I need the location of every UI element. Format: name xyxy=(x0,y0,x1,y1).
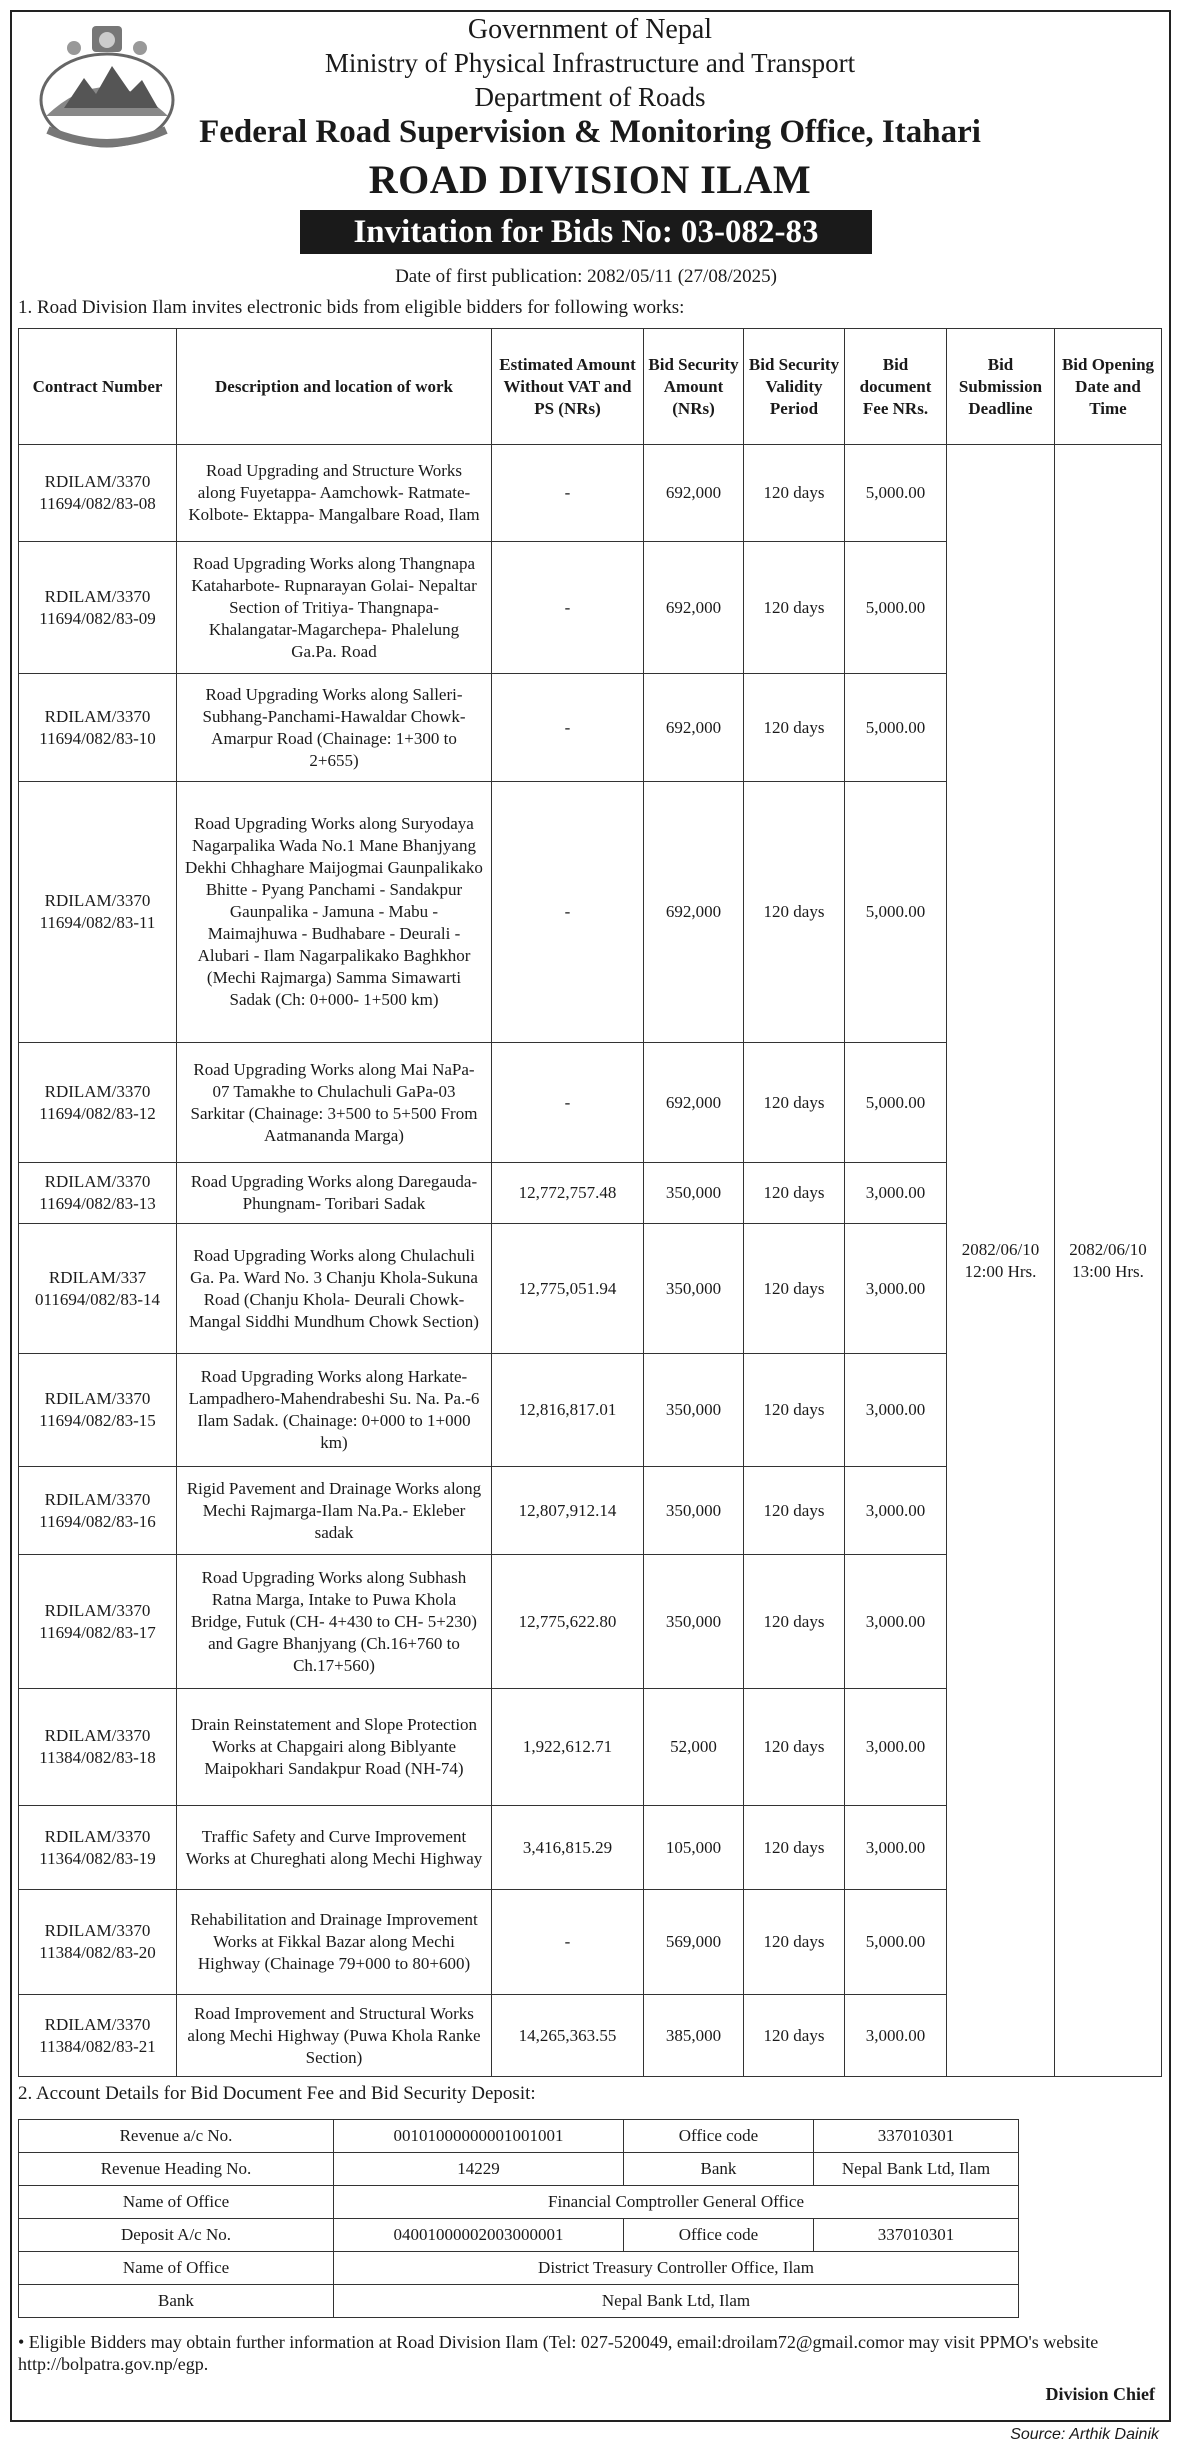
estimated-amount: 12,775,051.94 xyxy=(492,1224,644,1354)
account-row xyxy=(19,2285,1019,2318)
account-value: Nepal Bank Ltd, Ilam xyxy=(334,2285,1019,2318)
header-line1: Government of Nepal xyxy=(467,14,713,45)
work-description: Traffic Safety and Curve Improvement Works at Chureghati along Mechi Highway xyxy=(177,1806,492,1890)
account-label: Deposit A/c No. xyxy=(19,2219,334,2252)
contract-number: RDILAM/3370 11384/082/83-20 xyxy=(19,1890,177,1995)
validity-period: 120 days xyxy=(744,1806,845,1890)
col-bid-security: Bid Security Amount (NRs) xyxy=(644,329,744,445)
validity-period: 120 days xyxy=(744,1354,845,1467)
publication-date: Date of first publication: 2082/05/11 (27/08/2025) xyxy=(395,266,777,287)
bid-security: 52,000 xyxy=(644,1689,744,1806)
validity-period: 120 days xyxy=(744,1555,845,1689)
bid-security: 350,000 xyxy=(644,1354,744,1467)
validity-period: 120 days xyxy=(744,674,845,782)
estimated-amount: 12,772,757.48 xyxy=(492,1163,644,1224)
validity-period: 120 days xyxy=(744,542,845,674)
work-description: Road Upgrading Works along Subhash Ratna Marga, Intake to Puwa Khola Bridge, Futuk (CH- 4+430 to CH- 5+230) and Gagre Bhanjyang (Ch.16+760 to Ch.17+560) xyxy=(177,1555,492,1689)
bid-security: 692,000 xyxy=(644,1043,744,1163)
account-label: Bank xyxy=(624,2153,814,2186)
work-description: Drain Reinstatement and Slope Protection Works at Chapgairi along Biblyante Maipokhari Sandakpur Road (NH-74) xyxy=(177,1689,492,1806)
validity-period: 120 days xyxy=(744,1163,845,1224)
document-fee: 5,000.00 xyxy=(845,1043,947,1163)
account-value: Financial Comptroller General Office xyxy=(334,2186,1019,2219)
col-validity: Bid Security Validity Period xyxy=(744,329,845,445)
bid-security: 692,000 xyxy=(644,782,744,1043)
contract-number: RDILAM/3370 11694/082/83-17 xyxy=(19,1555,177,1689)
invitation-title: Invitation for Bids No: 03-082-83 xyxy=(300,210,872,254)
account-row xyxy=(19,2219,1019,2252)
contract-number: RDILAM/3370 11694/082/83-11 xyxy=(19,782,177,1043)
col-doc-fee: Bid document Fee NRs. xyxy=(845,329,947,445)
contract-number: RDILAM/3370 11694/082/83-13 xyxy=(19,1163,177,1224)
account-value: 14229 xyxy=(334,2153,624,2186)
account-row xyxy=(19,2153,1019,2186)
estimated-amount: 1,922,612.71 xyxy=(492,1689,644,1806)
account-value: 337010301 xyxy=(814,2120,1019,2153)
bid-security: 385,000 xyxy=(644,1995,744,2077)
office-name: Federal Road Supervision & Monitoring Office, Itahari xyxy=(199,114,981,150)
opening-date: 2082/06/10 13:00 Hrs. xyxy=(1055,445,1162,2077)
account-row xyxy=(19,2252,1019,2285)
work-description: Road Upgrading Works along Thangnapa Kataharbote- Rupnarayan Golai- Nepaltar Section of Tritiya- Thangnapa- Khalangatar-Magarchepa- Phalelung Ga.Pa. Road xyxy=(177,542,492,674)
work-description: Road Upgrading Works along Salleri- Subhang-Panchami-Hawaldar Chowk- Amarpur Road (Chainage: 1+300 to 2+655) xyxy=(177,674,492,782)
account-label: Office code xyxy=(624,2219,814,2252)
document-fee: 3,000.00 xyxy=(845,1467,947,1555)
account-label: Name of Office xyxy=(19,2252,334,2285)
work-description: Road Upgrading Works along Harkate- Lampadhero-Mahendrabeshi Su. Na. Pa.-6 Ilam Sadak. (Chainage: 0+000 to 1+000 km) xyxy=(177,1354,492,1467)
document-fee: 3,000.00 xyxy=(845,1806,947,1890)
document-fee: 5,000.00 xyxy=(845,674,947,782)
contract-number: RDILAM/337 011694/082/83-14 xyxy=(19,1224,177,1354)
work-description: Road Upgrading Works along Mai NaPa-07 Tamakhe to Chulachuli GaPa-03 Sarkitar (Chainage: 3+500 to 5+500 From Aatmananda Marga) xyxy=(177,1043,492,1163)
nepal-emblem-icon xyxy=(34,18,180,156)
contract-number: RDILAM/3370 11694/082/83-10 xyxy=(19,674,177,782)
section-2-text: 2. Account Details for Bid Document Fee and Bid Security Deposit: xyxy=(18,2083,536,2104)
work-description: Rehabilitation and Drainage Improvement Works at Fikkal Bazar along Mechi Highway (Chainage 79+000 to 80+600) xyxy=(177,1890,492,1995)
document-fee: 5,000.00 xyxy=(845,782,947,1043)
work-description: Road Upgrading and Structure Works along Fuyetappa- Aamchowk- Ratmate- Kolbote- Ektappa- Mangalbare Road, Ilam xyxy=(177,445,492,542)
account-value: Nepal Bank Ltd, Ilam xyxy=(814,2153,1019,2186)
document-fee: 3,000.00 xyxy=(845,1689,947,1806)
contract-number: RDILAM/3370 11694/082/83-15 xyxy=(19,1354,177,1467)
contract-number: RDILAM/3370 11694/082/83-12 xyxy=(19,1043,177,1163)
col-description: Description and location of work xyxy=(177,329,492,445)
validity-period: 120 days xyxy=(744,1995,845,2077)
validity-period: 120 days xyxy=(744,1689,845,1806)
eligibility-note: • Eligible Bidders may obtain further information at Road Division Ilam (Tel: 027-520049, email:droilam72@gmail.comor may visit PPMO's website http://bolpatra.gov.np/egp. xyxy=(18,2332,1099,2374)
bid-security: 350,000 xyxy=(644,1224,744,1354)
bid-security: 350,000 xyxy=(644,1163,744,1224)
contract-number: RDILAM/3370 11694/082/83-08 xyxy=(19,445,177,542)
submission-deadline: 2082/06/10 12:00 Hrs. xyxy=(947,445,1055,2077)
contract-number: RDILAM/3370 11694/082/83-09 xyxy=(19,542,177,674)
account-value: 337010301 xyxy=(814,2219,1019,2252)
estimated-amount: - xyxy=(492,1890,644,1995)
document-fee: 5,000.00 xyxy=(845,445,947,542)
account-label: Bank xyxy=(19,2285,334,2318)
table-row xyxy=(19,445,1162,542)
col-opening-date: Bid Opening Date and Time xyxy=(1055,329,1162,445)
header-line2: Ministry of Physical Infrastructure and Transport xyxy=(324,48,856,78)
source-credit: Source: Arthik Dainik xyxy=(1010,2426,1159,2443)
document-fee: 5,000.00 xyxy=(845,1890,947,1995)
document-fee: 3,000.00 xyxy=(845,1555,947,1689)
document-fee: 3,000.00 xyxy=(845,1354,947,1467)
estimated-amount: 12,775,622.80 xyxy=(492,1555,644,1689)
work-description: Road Upgrading Works along Chulachuli Ga. Pa. Ward No. 3 Chanju Khola-Sukuna Road (Chanju Khola- Deurali Chowk- Mangal Siddhi Mundhum Chowk Section) xyxy=(177,1224,492,1354)
estimated-amount: 12,807,912.14 xyxy=(492,1467,644,1555)
bids-table xyxy=(18,328,1162,2077)
account-value: District Treasury Controller Office, Ilam xyxy=(334,2252,1019,2285)
account-label: Revenue a/c No. xyxy=(19,2120,334,2153)
validity-period: 120 days xyxy=(744,445,845,542)
contract-number: RDILAM/3370 11364/082/83-19 xyxy=(19,1806,177,1890)
work-description: Rigid Pavement and Drainage Works along Mechi Rajmarga-Ilam Na.Pa.- Ekleber sadak xyxy=(177,1467,492,1555)
contract-number: RDILAM/3370 11694/082/83-16 xyxy=(19,1467,177,1555)
bid-security: 105,000 xyxy=(644,1806,744,1890)
header-line3: Department of Roads xyxy=(474,82,706,112)
document-fee: 5,000.00 xyxy=(845,542,947,674)
contract-number: RDILAM/3370 11384/082/83-18 xyxy=(19,1689,177,1806)
account-details-table xyxy=(18,2119,1019,2318)
estimated-amount: 12,816,817.01 xyxy=(492,1354,644,1467)
validity-period: 120 days xyxy=(744,1467,845,1555)
section-1-text: 1. Road Division Ilam invites electronic bids from eligible bidders for following works: xyxy=(18,297,685,318)
document-fee: 3,000.00 xyxy=(845,1224,947,1354)
work-description: Road Improvement and Structural Works along Mechi Highway (Puwa Khola Ranke Section) xyxy=(177,1995,492,2077)
col-submission-deadline: Bid Submission Deadline xyxy=(947,329,1055,445)
account-value: 00101000000001001001 xyxy=(334,2120,624,2153)
bid-security: 692,000 xyxy=(644,674,744,782)
validity-period: 120 days xyxy=(744,1224,845,1354)
col-estimated-amount: Estimated Amount Without VAT and PS (NRs) xyxy=(492,329,644,445)
bid-security: 350,000 xyxy=(644,1555,744,1689)
col-contract-number: Contract Number xyxy=(19,329,177,445)
validity-period: 120 days xyxy=(744,1890,845,1995)
validity-period: 120 days xyxy=(744,1043,845,1163)
account-label: Name of Office xyxy=(19,2186,334,2219)
account-label: Revenue Heading No. xyxy=(19,2153,334,2186)
bid-security: 350,000 xyxy=(644,1467,744,1555)
document-fee: 3,000.00 xyxy=(845,1995,947,2077)
signature-division-chief: Division Chief xyxy=(1045,2384,1155,2404)
estimated-amount: 14,265,363.55 xyxy=(492,1995,644,2077)
document-fee: 3,000.00 xyxy=(845,1163,947,1224)
account-value: 04001000002003000001 xyxy=(334,2219,624,2252)
estimated-amount: - xyxy=(492,445,644,542)
account-label: Office code xyxy=(624,2120,814,2153)
bid-security: 692,000 xyxy=(644,542,744,674)
work-description: Road Upgrading Works along Daregauda- Phungnam- Toribari Sadak xyxy=(177,1163,492,1224)
estimated-amount: 3,416,815.29 xyxy=(492,1806,644,1890)
bid-security: 692,000 xyxy=(644,445,744,542)
estimated-amount: - xyxy=(492,1043,644,1163)
account-row xyxy=(19,2120,1019,2153)
bid-security: 569,000 xyxy=(644,1890,744,1995)
estimated-amount: - xyxy=(492,782,644,1043)
contract-number: RDILAM/3370 11384/082/83-21 xyxy=(19,1995,177,2077)
estimated-amount: - xyxy=(492,542,644,674)
division-title: ROAD DIVISION ILAM xyxy=(368,157,812,202)
account-row xyxy=(19,2186,1019,2219)
estimated-amount: - xyxy=(492,674,644,782)
validity-period: 120 days xyxy=(744,782,845,1043)
work-description: Road Upgrading Works along Suryodaya Nagarpalika Wada No.1 Mane Bhanjyang Dekhi Chhaghare Maijogmai Gaunpalikako Bhitte - Pyang Panchami - Sandakpur Gaunpalika - Jamuna - Mabu - Maimajhuwa - Budhabare - Deurali - Alubari - Ilam Nagarpalikako Baghkhor (Mechi Rajmarga) Samma Simawarti Sadak (Ch: 0+000- 1+500 km) xyxy=(177,782,492,1043)
table-header-row xyxy=(19,329,1162,445)
